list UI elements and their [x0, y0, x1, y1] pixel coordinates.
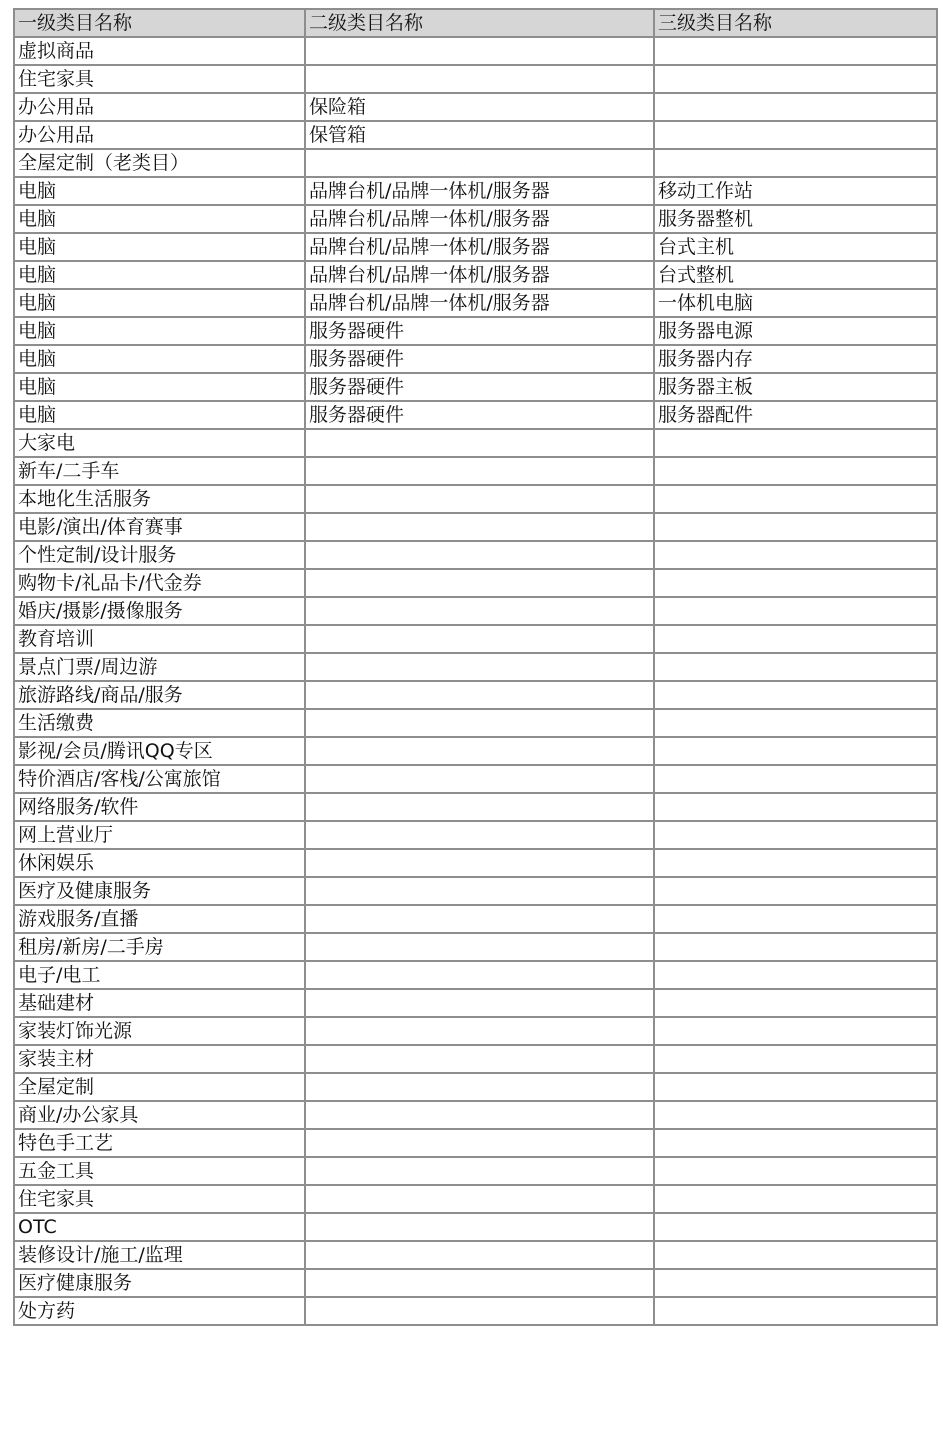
table-row: [14, 205, 937, 233]
level3-cell: [654, 1157, 937, 1185]
level2-cell: [305, 37, 654, 65]
table-row: [14, 1157, 937, 1185]
level1-cell: 电子/电工: [14, 961, 305, 989]
level1-cell: 电脑: [14, 261, 305, 289]
table-row: [14, 1101, 937, 1129]
level2-cell: [305, 793, 654, 821]
level2-cell: [305, 877, 654, 905]
level1-cell: 景点门票/周边游: [14, 653, 305, 681]
level3-cell: [654, 681, 937, 709]
table-row: [14, 401, 937, 429]
table-row: [14, 849, 937, 877]
level2-cell: 品牌台机/品牌一体机/服务器: [305, 205, 654, 233]
header-level3: 三级类目名称: [654, 9, 937, 37]
table-row: [14, 933, 937, 961]
level1-cell: 电脑: [14, 177, 305, 205]
table-row: [14, 681, 937, 709]
level1-cell: 游戏服务/直播: [14, 905, 305, 933]
level2-cell: [305, 821, 654, 849]
level2-cell: [305, 1185, 654, 1213]
table-row: [14, 709, 937, 737]
level2-cell: [305, 457, 654, 485]
level2-cell: 服务器硬件: [305, 317, 654, 345]
level2-cell: [305, 429, 654, 457]
table-row: [14, 373, 937, 401]
level2-cell: 品牌台机/品牌一体机/服务器: [305, 177, 654, 205]
level3-cell: [654, 933, 937, 961]
level1-cell: 医疗及健康服务: [14, 877, 305, 905]
level3-cell: [654, 1241, 937, 1269]
level3-cell: [654, 65, 937, 93]
table-row: [14, 541, 937, 569]
level2-cell: [305, 1241, 654, 1269]
header-level2: 二级类目名称: [305, 9, 654, 37]
level1-cell: 生活缴费: [14, 709, 305, 737]
level1-cell: 新车/二手车: [14, 457, 305, 485]
level1-cell: 电脑: [14, 233, 305, 261]
level2-cell: [305, 1017, 654, 1045]
level1-cell: 电脑: [14, 373, 305, 401]
level2-cell: [305, 1297, 654, 1325]
table-row: [14, 597, 937, 625]
table-row: [14, 93, 937, 121]
table-row: [14, 1241, 937, 1269]
level1-cell: 大家电: [14, 429, 305, 457]
table-row: [14, 1017, 937, 1045]
level2-cell: [305, 513, 654, 541]
level3-cell: [654, 149, 937, 177]
level3-cell: [654, 1073, 937, 1101]
level3-cell: [654, 625, 937, 653]
level3-cell: 一体机电脑: [654, 289, 937, 317]
level1-cell: 购物卡/礼品卡/代金券: [14, 569, 305, 597]
level3-cell: 服务器电源: [654, 317, 937, 345]
level2-cell: 品牌台机/品牌一体机/服务器: [305, 261, 654, 289]
level2-cell: [305, 765, 654, 793]
table-row: [14, 485, 937, 513]
table-row: [14, 429, 937, 457]
table-row: [14, 1045, 937, 1073]
level3-cell: [654, 905, 937, 933]
header-level1: 一级类目名称: [14, 9, 305, 37]
level3-cell: [654, 1269, 937, 1297]
level3-cell: [654, 541, 937, 569]
level3-cell: [654, 429, 937, 457]
level1-cell: 装修设计/施工/监理: [14, 1241, 305, 1269]
level1-cell: 租房/新房/二手房: [14, 933, 305, 961]
level1-cell: 电脑: [14, 205, 305, 233]
level3-cell: [654, 569, 937, 597]
level2-cell: [305, 849, 654, 877]
level3-cell: 台式主机: [654, 233, 937, 261]
table-row: [14, 233, 937, 261]
level2-cell: [305, 1129, 654, 1157]
level1-cell: 家装灯饰光源: [14, 1017, 305, 1045]
level1-cell: 处方药: [14, 1297, 305, 1325]
table-row: [14, 989, 937, 1017]
table-row: [14, 149, 937, 177]
level1-cell: 特色手工艺: [14, 1129, 305, 1157]
level3-cell: [654, 765, 937, 793]
level1-cell: 特价酒店/客栈/公寓旅馆: [14, 765, 305, 793]
level3-cell: [654, 597, 937, 625]
level3-cell: 服务器主板: [654, 373, 937, 401]
level3-cell: [654, 1213, 937, 1241]
level1-cell: 网上营业厅: [14, 821, 305, 849]
level3-cell: [654, 1017, 937, 1045]
level3-cell: [654, 849, 937, 877]
level2-cell: [305, 1213, 654, 1241]
level3-cell: [654, 653, 937, 681]
table-row: [14, 513, 937, 541]
level2-cell: [305, 989, 654, 1017]
table-row: [14, 317, 937, 345]
table-row: [14, 457, 937, 485]
level2-cell: 服务器硬件: [305, 345, 654, 373]
level1-cell: 电脑: [14, 289, 305, 317]
table-row: [14, 289, 937, 317]
level2-cell: [305, 905, 654, 933]
table-row: [14, 905, 937, 933]
level2-cell: [305, 625, 654, 653]
table-row: [14, 1269, 937, 1297]
level3-cell: [654, 37, 937, 65]
level1-cell: 家装主材: [14, 1045, 305, 1073]
level3-cell: [654, 485, 937, 513]
table-row: [14, 821, 937, 849]
level2-cell: 保险箱: [305, 93, 654, 121]
level1-cell: 全屋定制: [14, 1073, 305, 1101]
level2-cell: [305, 961, 654, 989]
level1-cell: 住宅家具: [14, 65, 305, 93]
level3-cell: [654, 793, 937, 821]
table-row: [14, 1073, 937, 1101]
level1-cell: 医疗健康服务: [14, 1269, 305, 1297]
table-row: [14, 261, 937, 289]
level3-cell: 服务器配件: [654, 401, 937, 429]
level1-cell: 网络服务/软件: [14, 793, 305, 821]
level2-cell: 服务器硬件: [305, 401, 654, 429]
level2-cell: [305, 1101, 654, 1129]
level3-cell: [654, 121, 937, 149]
level1-cell: 办公用品: [14, 93, 305, 121]
level1-cell: 旅游路线/商品/服务: [14, 681, 305, 709]
level2-cell: [305, 485, 654, 513]
level2-cell: [305, 653, 654, 681]
level3-cell: [654, 1185, 937, 1213]
table-row: [14, 653, 937, 681]
level1-cell: 住宅家具: [14, 1185, 305, 1213]
table-row: [14, 1129, 937, 1157]
level1-cell: 商业/办公家具: [14, 1101, 305, 1129]
table-row: [14, 625, 937, 653]
level3-cell: [654, 821, 937, 849]
level2-cell: [305, 597, 654, 625]
level3-cell: [654, 877, 937, 905]
level2-cell: [305, 1157, 654, 1185]
table-row: [14, 177, 937, 205]
level1-cell: 虚拟商品: [14, 37, 305, 65]
level2-cell: [305, 681, 654, 709]
level2-cell: [305, 1045, 654, 1073]
level3-cell: [654, 1297, 937, 1325]
table-row: [14, 1213, 937, 1241]
table-body: [14, 37, 937, 1325]
level2-cell: 服务器硬件: [305, 373, 654, 401]
level1-cell: 休闲娱乐: [14, 849, 305, 877]
level1-cell: 基础建材: [14, 989, 305, 1017]
level2-cell: [305, 737, 654, 765]
level1-cell: 全屋定制（老类目）: [14, 149, 305, 177]
level1-cell: 电脑: [14, 345, 305, 373]
level3-cell: [654, 737, 937, 765]
table-row: [14, 877, 937, 905]
level2-cell: 品牌台机/品牌一体机/服务器: [305, 289, 654, 317]
level1-cell: 电脑: [14, 317, 305, 345]
table-row: [14, 65, 937, 93]
level3-cell: 台式整机: [654, 261, 937, 289]
header-row: [14, 9, 937, 37]
level3-cell: [654, 1129, 937, 1157]
level1-cell: 婚庆/摄影/摄像服务: [14, 597, 305, 625]
table-row: [14, 1185, 937, 1213]
level2-cell: [305, 149, 654, 177]
level3-cell: [654, 1045, 937, 1073]
level2-cell: [305, 65, 654, 93]
table-row: [14, 1297, 937, 1325]
level2-cell: [305, 1269, 654, 1297]
category-table: [13, 8, 938, 1326]
level2-cell: [305, 569, 654, 597]
level1-cell: 教育培训: [14, 625, 305, 653]
level3-cell: 服务器整机: [654, 205, 937, 233]
level1-cell: 影视/会员/腾讯QQ专区: [14, 737, 305, 765]
level1-cell: 电影/演出/体育赛事: [14, 513, 305, 541]
level2-cell: 品牌台机/品牌一体机/服务器: [305, 233, 654, 261]
level3-cell: [654, 93, 937, 121]
level3-cell: [654, 1101, 937, 1129]
level1-cell: OTC: [14, 1213, 305, 1241]
level2-cell: 保管箱: [305, 121, 654, 149]
table-row: [14, 793, 937, 821]
level3-cell: [654, 513, 937, 541]
table-row: [14, 765, 937, 793]
level1-cell: 五金工具: [14, 1157, 305, 1185]
level3-cell: [654, 961, 937, 989]
level3-cell: [654, 457, 937, 485]
table-row: [14, 37, 937, 65]
table-row: [14, 345, 937, 373]
level1-cell: 个性定制/设计服务: [14, 541, 305, 569]
level2-cell: [305, 541, 654, 569]
level2-cell: [305, 933, 654, 961]
table-row: [14, 961, 937, 989]
level2-cell: [305, 709, 654, 737]
level3-cell: [654, 989, 937, 1017]
level1-cell: 电脑: [14, 401, 305, 429]
table-row: [14, 121, 937, 149]
level1-cell: 本地化生活服务: [14, 485, 305, 513]
level3-cell: 服务器内存: [654, 345, 937, 373]
level3-cell: 移动工作站: [654, 177, 937, 205]
level2-cell: [305, 1073, 654, 1101]
table-row: [14, 737, 937, 765]
table-row: [14, 569, 937, 597]
level1-cell: 办公用品: [14, 121, 305, 149]
level3-cell: [654, 709, 937, 737]
